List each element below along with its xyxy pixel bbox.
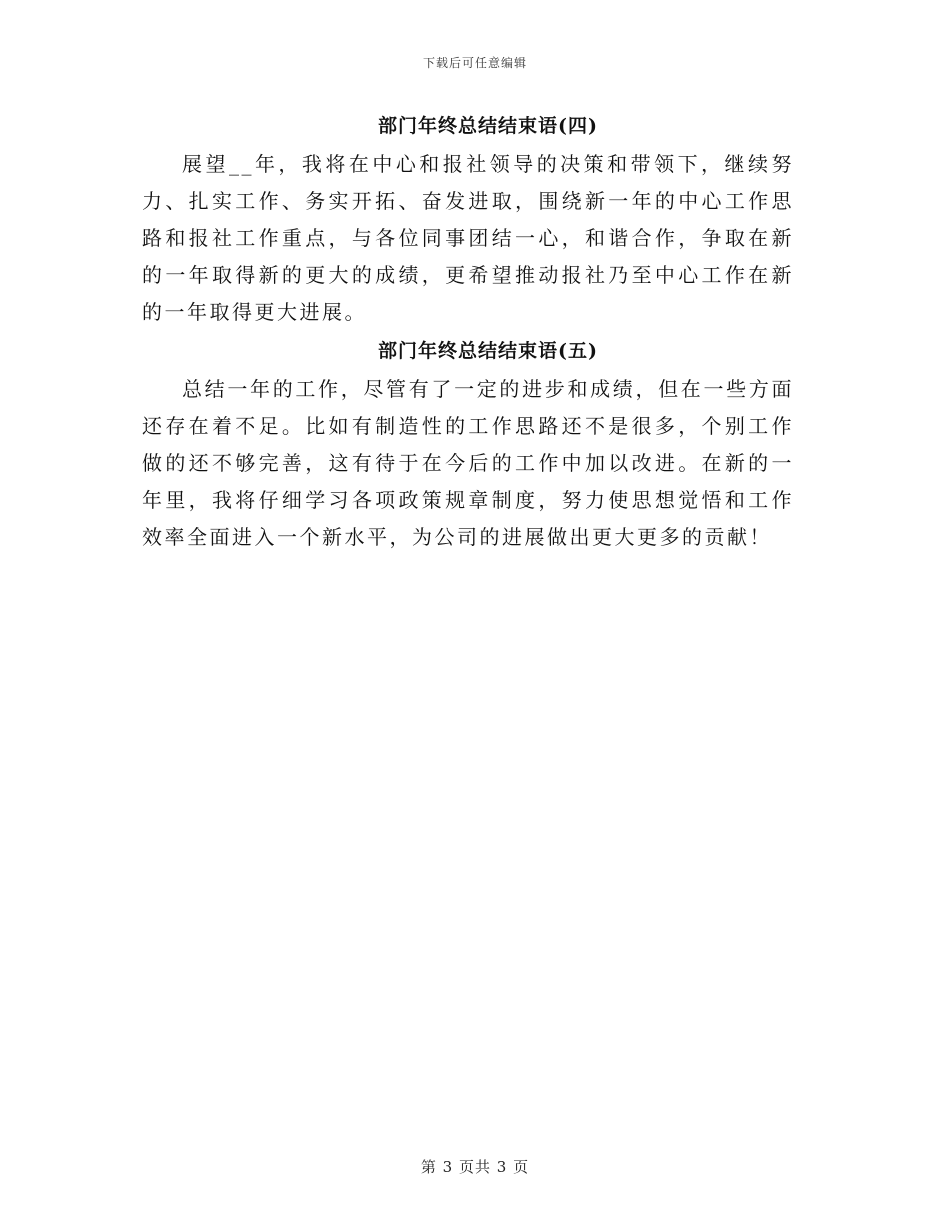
page-number: 第 3 页共 3 页 <box>420 1158 530 1176</box>
section-paragraph: 总结一年的工作，尽管有了一定的进步和成绩，但在一些方面还存在着不足。比如有制造性的工作思路还不是很多，个别工作做的还不够完善，这有待于在今后的工作中加以改进。在新的一年里，我将仔细学习各项政策规章制度，努力使思想觉悟和工作效率全面进入一个新水平，为公司的进展做出更大更多的贡献！ <box>142 377 794 549</box>
document-body <box>142 112 794 556</box>
section-paragraph: 展望__年，我将在中心和报社领导的决策和带领下，继续努力、扎实工作、务实开拓、奋发进取，围绕新一年的中心工作思路和报社工作重点，与各位同事团结一心，和谐合作，争取在新的一年取得新的更大的成绩，更希望推动报社乃至中心工作在新的一年取得更大进展。 <box>142 152 794 324</box>
section-title: 部门年终总结结束语(四) <box>378 115 598 137</box>
page-header-note: 下载后可任意编辑 <box>422 56 527 70</box>
section-four <box>142 112 794 331</box>
section-five <box>142 337 794 556</box>
section-title: 部门年终总结结束语(五) <box>378 340 598 362</box>
